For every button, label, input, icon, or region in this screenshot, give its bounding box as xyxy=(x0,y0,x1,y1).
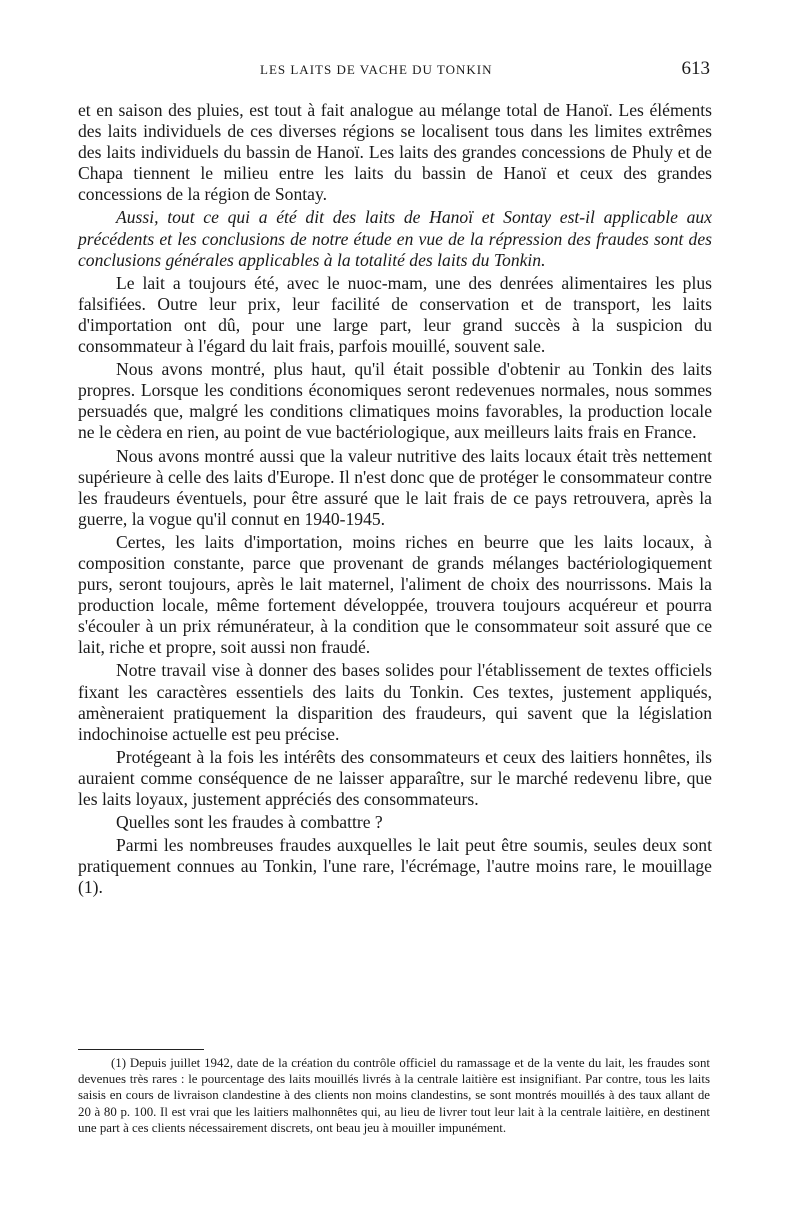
paragraph-8: Protégeant à la fois les intérêts des consommateurs et ceux des laitiers honnêtes, ils auraient comme conséquence de ne laisser apparaître, sur le marché redevenu libre, que les laits loyaux, justement appréciés des consommateurs. xyxy=(78,746,712,809)
paragraph-4: Nous avons montré, plus haut, qu'il était possible d'obtenir au Tonkin des laits propres. Lorsque les conditions économiques seront redevenues normales, nous sommes persuadés que, malgré les conditions climatiques moins favorables, la production locale ne le cèdera en rien, au point de vue bactériologique, aux meilleurs laits frais en France. xyxy=(78,359,712,443)
paragraph-5: Nous avons montré aussi que la valeur nutritive des laits locaux était très nettement supérieure à celle des laits d'Europe. Il n'est donc que de protéger le consommateur contre les fraudeurs éventuels, pour être assuré que le lait frais de ce pays retrouvera, après la guerre, la vogue qu'il connut en 1940-1945. xyxy=(78,445,712,529)
body-text xyxy=(78,100,712,898)
section-question: Quelles sont les fraudes à combattre ? xyxy=(116,812,383,833)
footnote: (1) Depuis juillet 1942, date de la création du contrôle officiel du ramassage et de la vente du lait, les fraudes sont devenues très rares : le pourcentage des laits mouillés livrés à la centrale laitière est insignifiant. Par contre, tous les laits saisis en cours de livraison clandestine à des clients non moins clandestins, se sont montrés mouillés à des taux allant de 20 à 80 p. 100. Il est vrai que les laitiers malhonnêtes qui, au lieu de livrer tout leur lait à la centrale laitière, en destinent une part à ces clients nécessairement discrets, ont beau jeu à mouiller impunément. xyxy=(78,1056,710,1135)
paragraph-7: Notre travail vise à donner des bases solides pour l'établissement de textes officiels fixant les caractères essentiels des laits du Tonkin. Ces textes, justement appliqués, amèneraient pratiquement la disparition des fraudeurs, qui savent que la législation indochinoise actuelle est peu précise. xyxy=(78,660,712,744)
footnote-rule xyxy=(78,1049,204,1050)
running-title: LES LAITS DE VACHE DU TONKIN xyxy=(260,62,493,77)
paragraph-1: et en saison des pluies, est tout à fait analogue au mélange total de Hanoï. Les éléments des laits individuels de ces diverses régions se localisent tous dans les limites extrêmes des laits individuels du bassin de Hanoï. Les laits des grandes concessions de Phuly et de Chapa tiennent le milieu entre les laits du bassin de Hanoï et ceux des grandes concessions de la région de Sontay. xyxy=(78,100,712,205)
paragraph-6: Certes, les laits d'importation, moins riches en beurre que les laits locaux, à composition constante, parce que provenant de grands mélanges bactériologiquement purs, seront toujours, après le lait maternel, l'aliment de choix des nourrissons. Mais la production locale, même fortement développée, trouvera toujours acquéreur et pourra s'écouler à un prix rémunérateur, à la condition que le consommateur soit assuré que ce lait, riche et propre, soit aussi non fraudé. xyxy=(78,531,712,658)
paragraph-3: Le lait a toujours été, avec le nuoc-mam, une des denrées alimentaires les plus falsifiées. Outre leur prix, leur facilité de conservation et de transport, les laits d'importation ont dû, pour une large part, leur grand succès à la suspicion du consommateur à l'égard du lait frais, parfois mouillé, souvent sale. xyxy=(78,272,712,357)
page-number: 613 xyxy=(681,58,710,79)
paragraph-10: Parmi les nombreuses fraudes auxquelles le lait peut être soumis, seules deux sont pratiquement connues au Tonkin, l'une rare, l'écrémage, l'autre moins rare, le mouillage (1). xyxy=(78,835,712,898)
paragraph-2-italic: Aussi, tout ce qui a été dit des laits de Hanoï et Sontay est-il applicable aux précédents et les conclusions de notre étude en vue de la répression des fraudes sont des conclusions générales applicables à la totalité des laits du Tonkin. xyxy=(78,207,712,270)
